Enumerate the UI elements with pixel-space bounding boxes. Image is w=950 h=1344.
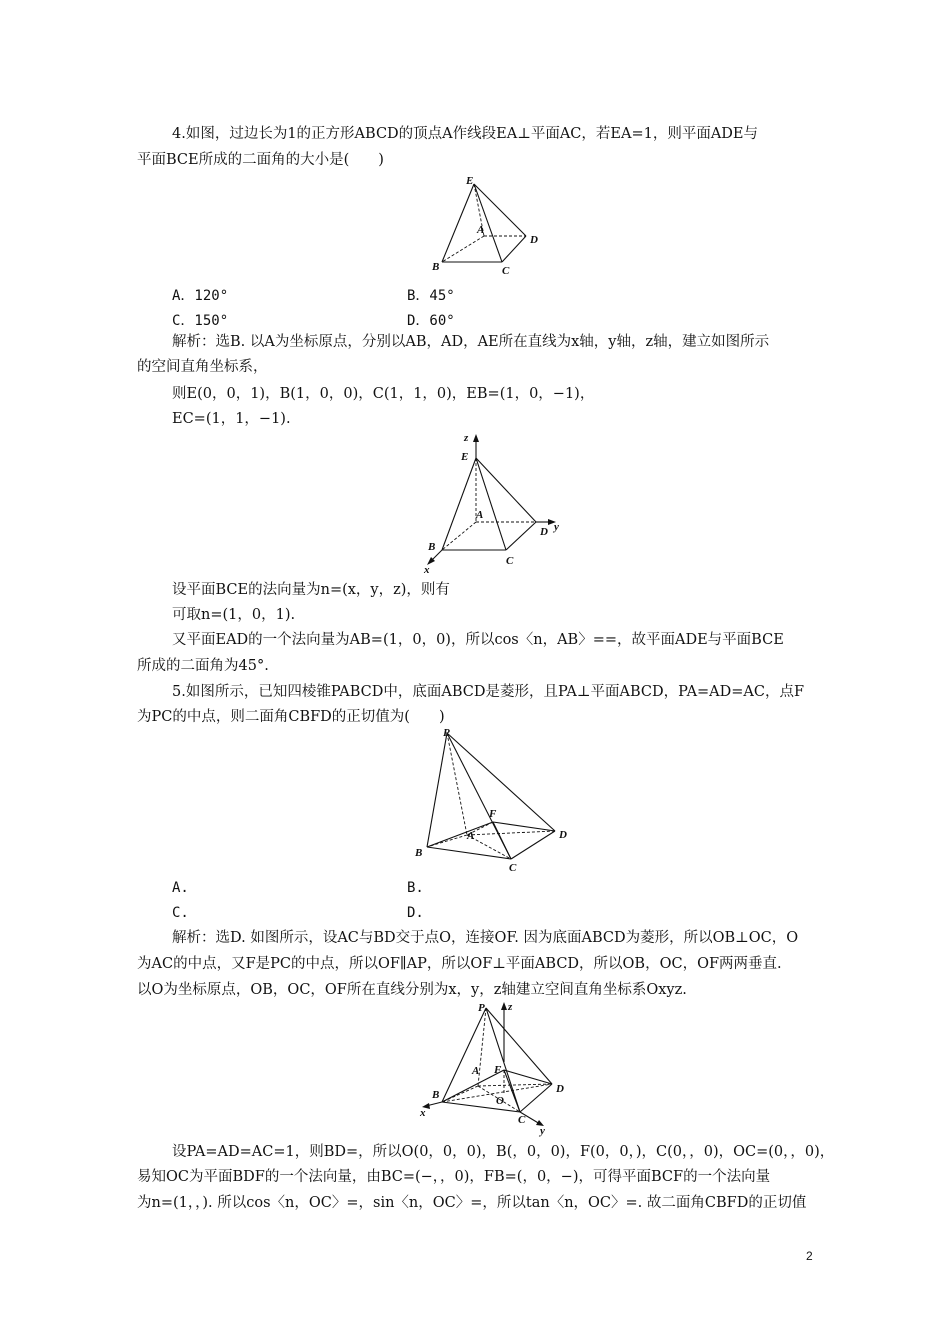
fig4-label-D: D bbox=[556, 1083, 564, 1095]
q5-solution-line-3: 以O为坐标原点，OB，OC，OF所在直线分别为x，y，z轴建立空间直角坐标系Oxyz. bbox=[137, 982, 687, 998]
page-number: 2 bbox=[806, 1249, 813, 1263]
fig2-label-A: A bbox=[476, 509, 484, 521]
fig4-label-A: A bbox=[472, 1065, 480, 1077]
q5-solution-line-2: 为AC的中点，又F是PC的中点，所以OF∥AP，所以OF⊥平面ABCD，所以OB，OC，OF两两垂直. bbox=[137, 956, 782, 972]
q5-option-b: B. bbox=[407, 880, 424, 896]
q4-solution-line-1: 解析：选B. 以A为坐标原点，分别以AB，AD，AE所在直线为x轴，y轴，z轴，建立如图所示 bbox=[172, 334, 770, 350]
q4-solution2-line-2: 可取n=(1，0，1). bbox=[172, 607, 296, 623]
fig4-label-C: C bbox=[518, 1114, 526, 1126]
fig4-label-F: F bbox=[494, 1064, 502, 1076]
fig4-label-z: z bbox=[508, 1001, 513, 1013]
q5-solution2-line-2: 易知OC为平面BDF的一个法向量，由BC=(−，，0)，FB=(，0，−)，可得平面BCF的一个法向量 bbox=[137, 1169, 771, 1185]
q5-stem-line-1: 5.如图所示，已知四棱锥PABCD中，底面ABCD是菱形，且PA⊥平面ABCD，PA=AD=AC，点F bbox=[172, 684, 805, 700]
fig2-label-B: B bbox=[428, 541, 436, 553]
fig2-label-y: y bbox=[554, 521, 559, 533]
q5-option-c: C. bbox=[172, 905, 189, 921]
fig4-label-B: B bbox=[432, 1089, 440, 1101]
fig3-label-C: C bbox=[509, 862, 517, 874]
q4-solution-line-2: 的空间直角坐标系， bbox=[137, 359, 268, 375]
q4-option-a: A．120° bbox=[172, 288, 229, 304]
q5-option-d: D. bbox=[407, 905, 424, 921]
fig1-label-E: E bbox=[466, 175, 474, 187]
fig1-label-B: B bbox=[432, 261, 440, 273]
q4-solution2-line-4: 所成的二面角为45°. bbox=[137, 658, 269, 674]
fig1-label-A: A bbox=[477, 224, 485, 236]
fig3-label-F: F bbox=[489, 808, 497, 820]
q5-stem-line-2: 为PC的中点，则二面角CBFD的正切值为( ) bbox=[137, 709, 445, 725]
fig4-label-y: y bbox=[540, 1125, 545, 1137]
fig4-label-O: O bbox=[496, 1095, 504, 1107]
fig2-label-C: C bbox=[506, 555, 514, 567]
fig2-label-z: z bbox=[464, 432, 469, 444]
figure-pyramid-axes-q4 bbox=[418, 432, 578, 574]
q5-solution2-line-3: 为n=(1，，). 所以cos〈n，OC〉=，sin〈n，OC〉=，所以tan〈n，OC〉=. 故二面角CBFD的正切值 bbox=[137, 1195, 807, 1211]
fig2-label-x: x bbox=[424, 564, 430, 576]
fig1-label-D: D bbox=[530, 234, 538, 246]
fig1-label-C: C bbox=[502, 265, 510, 277]
figure-pyramid-q4 bbox=[420, 170, 560, 282]
fig2-label-D: D bbox=[540, 526, 548, 538]
q4-solution-line-4: EC=(1，1，−1). bbox=[172, 411, 291, 427]
figure-pyramid-q5 bbox=[405, 725, 585, 875]
q4-solution2-line-3: 又平面EAD的一个法向量为AB=(1，0，0)，所以cos〈n，AB〉==，故平面ADE与平面BCE bbox=[172, 632, 784, 648]
fig4-label-P: P bbox=[478, 1002, 485, 1014]
q5-option-a: A. bbox=[172, 880, 189, 896]
q5-solution-line-1: 解析：选D. 如图所示，设AC与BD交于点O，连接OF. 因为底面ABCD为菱形，所以OB⊥OC，O bbox=[172, 930, 799, 946]
q5-solution2-line-1: 设PA=AD=AC=1，则BD=，所以O(0，0，0)，B(，0，0)，F(0，0，)，C(0，，0)，OC=(0，，0)， bbox=[172, 1144, 835, 1160]
fig3-label-B: B bbox=[415, 847, 423, 859]
fig3-label-A: A bbox=[467, 830, 475, 842]
q4-stem-line-2: 平面BCE所成的二面角的大小是( ) bbox=[137, 152, 384, 168]
fig3-label-D: D bbox=[559, 829, 567, 841]
q4-option-c: C．150° bbox=[172, 313, 229, 329]
q4-solution-line-3: 则E(0，0，1)，B(1，0，0)，C(1，1，0)，EB=(1，0，−1)， bbox=[172, 386, 595, 402]
fig4-label-x: x bbox=[420, 1107, 426, 1119]
q4-option-b: B．45° bbox=[407, 288, 455, 304]
q4-option-d: D．60° bbox=[407, 313, 455, 329]
figure-pyramid-axes-q5 bbox=[416, 998, 566, 1137]
q4-stem-line-1: 4.如图，过边长为1的正方形ABCD的顶点A作线段EA⊥平面AC，若EA=1，则平面ADE与 bbox=[172, 126, 759, 142]
fig2-label-E: E bbox=[461, 451, 469, 463]
fig3-label-P: P bbox=[443, 727, 450, 739]
q4-solution2-line-1: 设平面BCE的法向量为n=(x，y，z)，则有 bbox=[172, 582, 450, 598]
